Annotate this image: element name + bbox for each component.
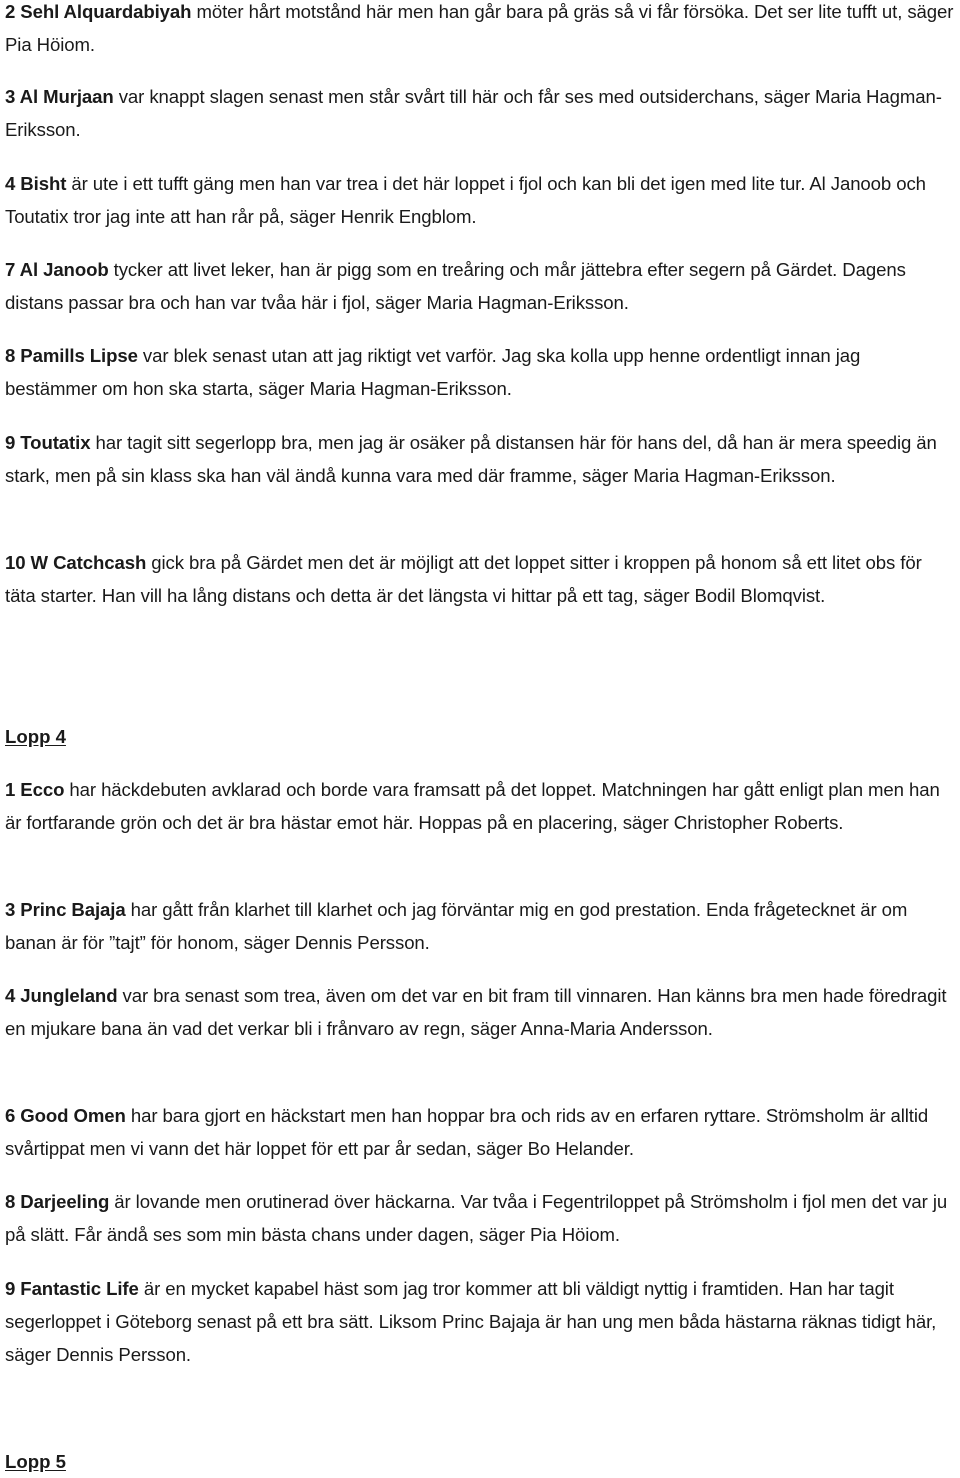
horse-name: 4 Jungleland bbox=[5, 985, 118, 1006]
paragraph-text: har tagit sitt segerlopp bra, men jag är osäker på distansen här för hans del, då han är mera speedig än stark, men på sin klass ska han väl ändå kunna vara med där framme, säger Maria Hagman-Eriksson. bbox=[5, 432, 937, 486]
paragraph-ecco bbox=[5, 773, 957, 839]
horse-name: 2 Sehl Alquardabiyah bbox=[5, 1, 192, 22]
paragraph-text: är lovande men orutinerad över häckarna. Var tvåa i Fegentriloppet på Strömsholm i fjol men det var ju på slätt. Får ändå ses som min bästa chans under dagen, säger Pia Höiom. bbox=[5, 1191, 948, 1245]
horse-name: 8 Pamills Lipse bbox=[5, 345, 138, 366]
paragraph-text: var blek senast utan att jag riktigt vet varför. Jag ska kolla upp henne ordentligt innan jag bestämmer om hon ska starta, säger Maria Hagman-Eriksson. bbox=[5, 345, 861, 399]
section-heading-lopp-5: Lopp 5 bbox=[5, 1451, 66, 1472]
paragraph-text: var bra senast som trea, även om det var en bit fram till vinnaren. Han känns bra men hade föredragit en mjukare bana än vad det verkar bli i frånvaro av regn, säger Anna-Maria Andersson. bbox=[5, 985, 947, 1039]
paragraph-darjeeling bbox=[5, 1185, 957, 1251]
paragraph-text: är en mycket kapabel häst som jag tror kommer att bli väldigt nyttig i framtiden. Han har tagit segerloppet i Göteborg senast på ett bra sätt. Liksom Princ Bajaja är han ung men båda hästarna räknas tidigt här, säger Dennis Persson. bbox=[5, 1278, 937, 1365]
paragraph-text: var knappt slagen senast men står svårt till här och får ses med outsiderchans, säger Maria Hagman-Eriksson. bbox=[5, 86, 942, 140]
horse-name: 4 Bisht bbox=[5, 173, 67, 194]
horse-name: 7 Al Janoob bbox=[5, 259, 109, 280]
paragraph-fantastic-life bbox=[5, 1272, 957, 1371]
paragraph-al-janoob bbox=[5, 253, 957, 319]
paragraph-text: möter hårt motstånd här men han går bara på gräs så vi får försöka. Det ser lite tufft ut, säger Pia Höiom. bbox=[5, 1, 954, 55]
paragraph-text: är ute i ett tufft gäng men han var trea i det här loppet i fjol och kan bli det igen med lite tur. Al Janoob och Toutatix tror jag inte att han rår på, säger Henrik Engblom. bbox=[5, 173, 926, 227]
horse-name: 10 W Catchcash bbox=[5, 552, 147, 573]
horse-name: 6 Good Omen bbox=[5, 1105, 126, 1126]
paragraph-text: gick bra på Gärdet men det är möjligt att det loppet sitter i kroppen på honom så ett litet obs för täta starter. Han vill ha lång distans och detta är det längsta vi hittar på ett tag, säger Bodil Blomqvist. bbox=[5, 552, 922, 606]
paragraph-w-catchcash bbox=[5, 546, 957, 612]
paragraph-al-murjaan bbox=[5, 80, 957, 146]
paragraph-toutatix bbox=[5, 426, 957, 492]
paragraph-princ-bajaja bbox=[5, 893, 957, 959]
horse-name: 3 Princ Bajaja bbox=[5, 899, 126, 920]
section-heading-lopp-4: Lopp 4 bbox=[5, 726, 66, 747]
paragraph-text: har häckdebuten avklarad och borde vara framsatt på det loppet. Matchningen har gått enligt plan men han är fortfarande grön och det är bra hästar emot här. Hoppas på en placering, säger Christopher Roberts. bbox=[5, 779, 940, 833]
paragraph-pamills-lipse bbox=[5, 339, 957, 405]
paragraph-text: tycker att livet leker, han är pigg som en treåring och mår jättebra efter segern på Gärdet. Dagens distans passar bra och han var tvåa här i fjol, säger Maria Hagman-Eriksson. bbox=[5, 259, 906, 313]
horse-name: 3 Al Murjaan bbox=[5, 86, 114, 107]
paragraph-text: har bara gjort en häckstart men han hoppar bra och rids av en erfaren ryttare. Strömsholm är alltid svårtippat men vi vann det här loppet för ett par år sedan, säger Bo Helander. bbox=[5, 1105, 929, 1159]
horse-name: 9 Toutatix bbox=[5, 432, 91, 453]
paragraph-bisht bbox=[5, 167, 957, 233]
paragraph-text: har gått från klarhet till klarhet och jag förväntar mig en god prestation. Enda frågetecknet är om banan är för ”tajt” för honom, säger Dennis Persson. bbox=[5, 899, 908, 953]
horse-name: 9 Fantastic Life bbox=[5, 1278, 139, 1299]
horse-name: 8 Darjeeling bbox=[5, 1191, 110, 1212]
paragraph-sehl-alquardabiyah bbox=[5, 0, 957, 61]
paragraph-good-omen bbox=[5, 1099, 957, 1165]
horse-name: 1 Ecco bbox=[5, 779, 65, 800]
paragraph-jungleland bbox=[5, 979, 957, 1045]
